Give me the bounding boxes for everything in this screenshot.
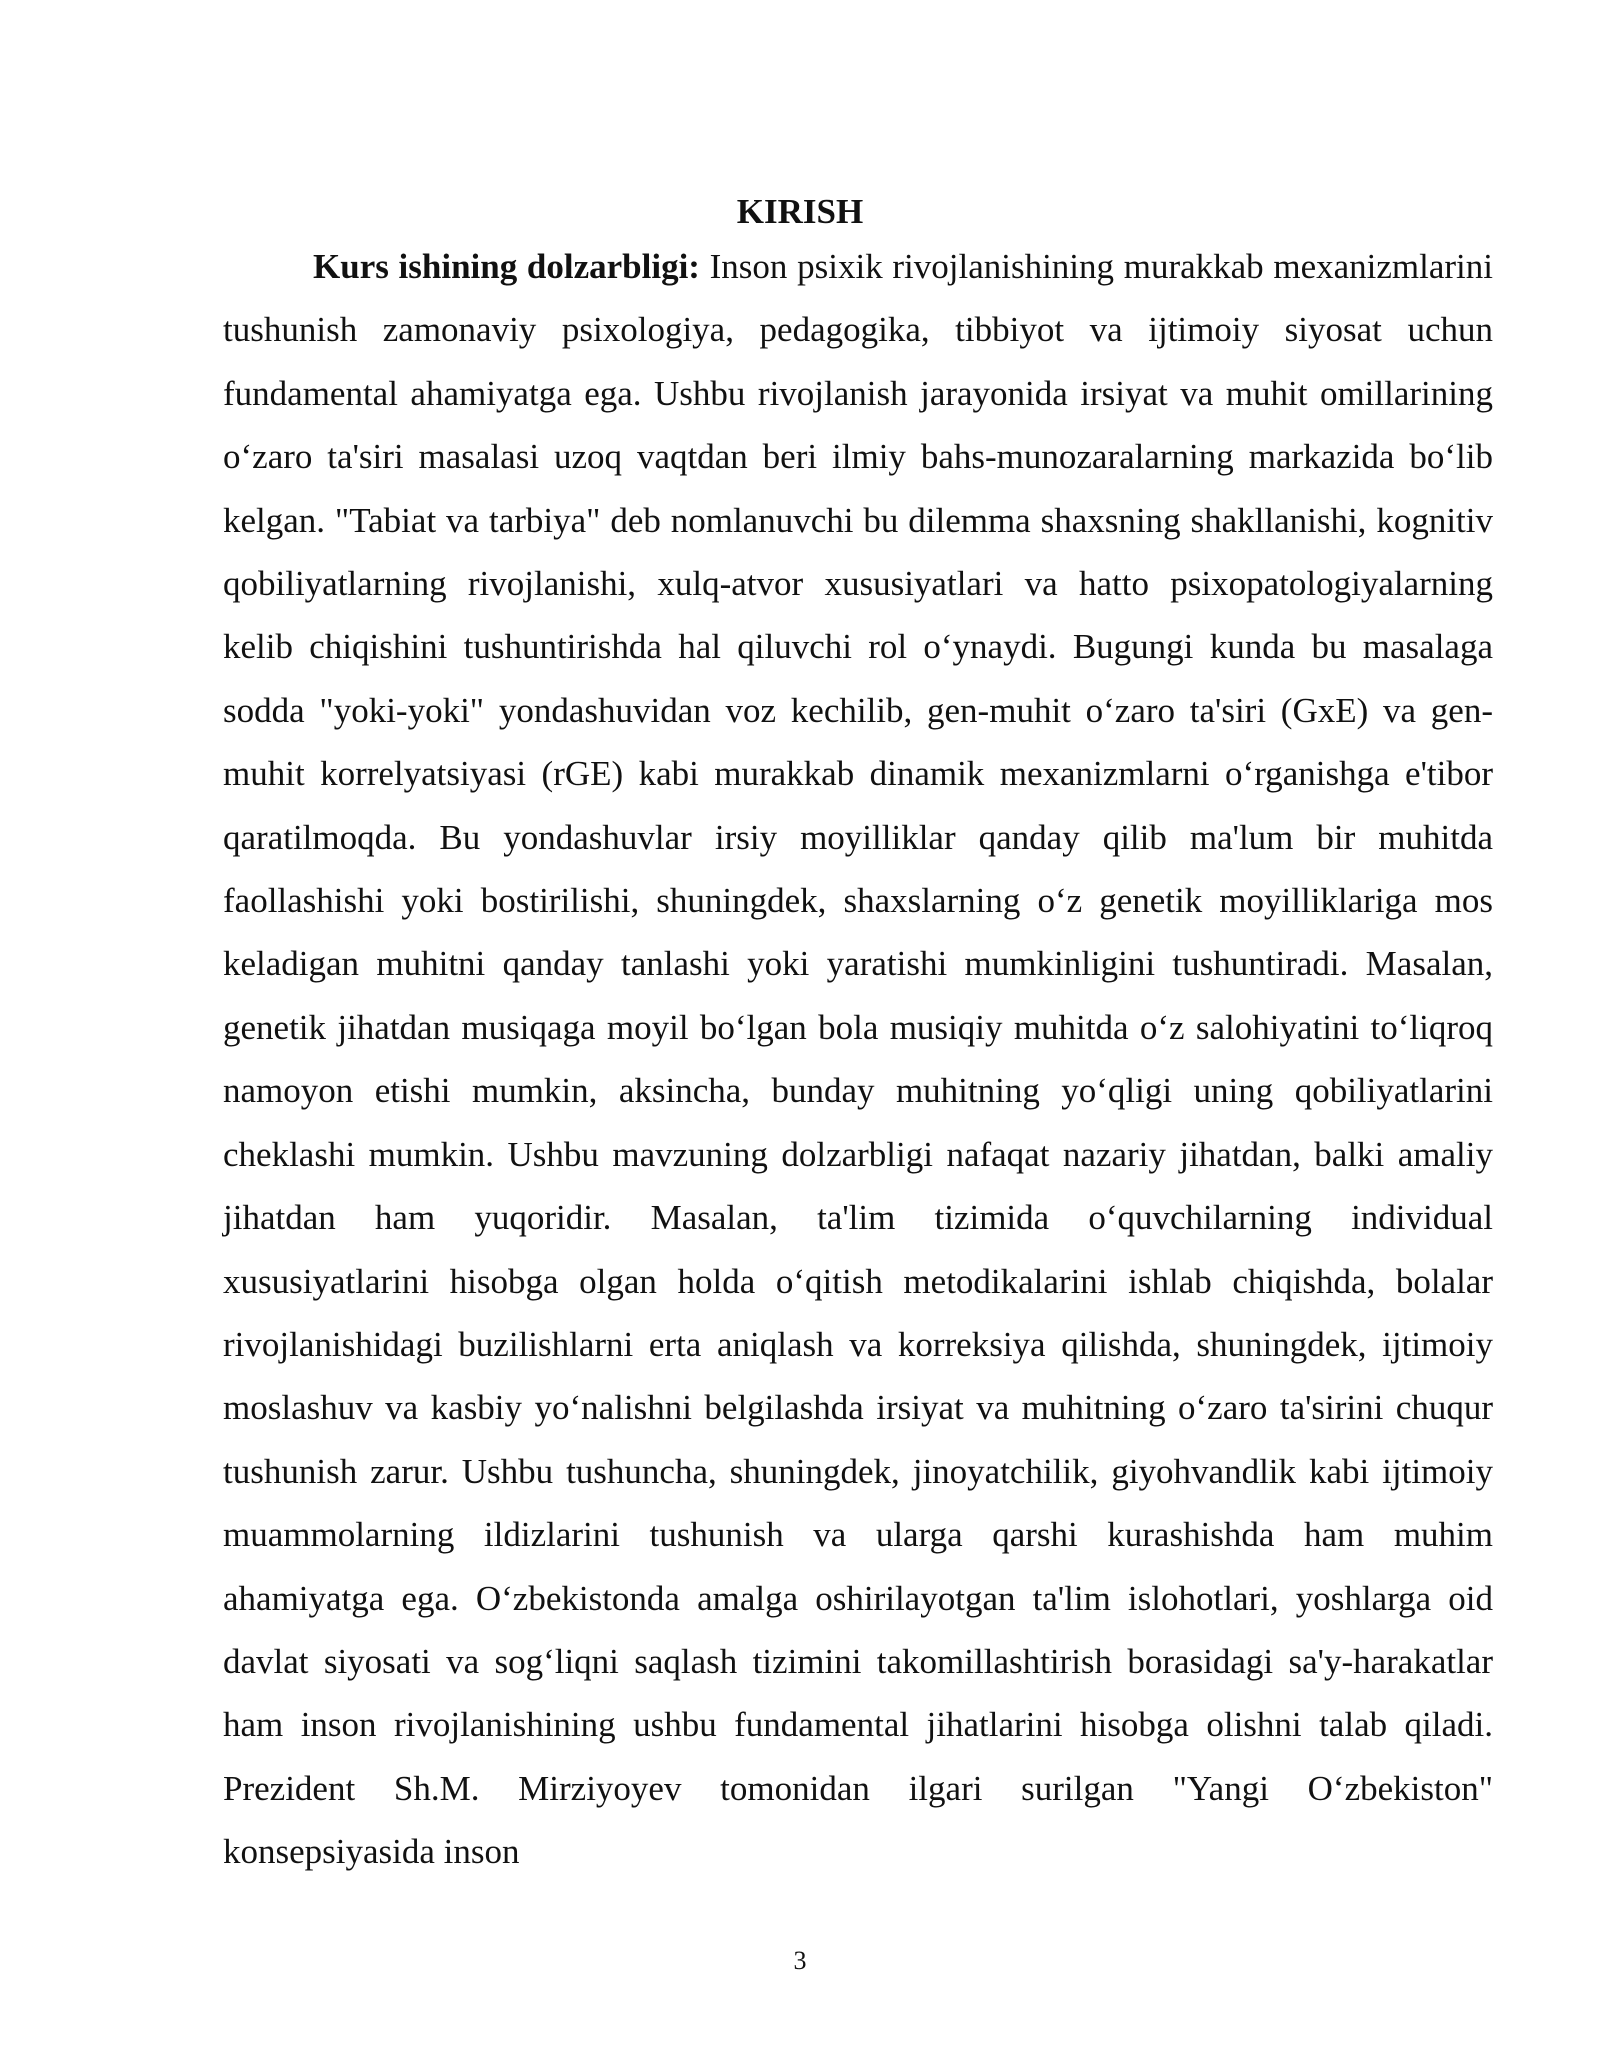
- paragraph-lead: Kurs ishining dolzarbligi:: [313, 247, 700, 286]
- body-paragraph: [223, 235, 1493, 1884]
- paragraph-body: Inson psixik rivojlanishining murakkab mexanizmlarini tushunish zamonaviy psixologiya, pedagogika, tibbiyot va ijtimoiy siyosat uchun fundamental ahamiyatga ega. Ushbu rivojlanish jarayonida irsiyat va muhit omillarining o‘zaro ta'siri masalasi uzoq vaqtdan beri ilmiy bahs-munozaralarning markazida bo‘lib kelgan. "Tabiat va tarbiya" deb nomlanuvchi bu dilemma shaxsning shakllanishi, kognitiv qobiliyatlarning rivojlanishi, xulq-atvor xususiyatlari va hatto psixopatologiyalarning kelib chiqishini tushuntirishda hal qiluvchi rol o‘ynaydi. Bugungi kunda bu masalaga sodda "yoki-yoki" yondashuvidan voz kechilib, gen-muhit o‘zaro ta'siri (GxE) va gen-muhit korrelyatsiyasi (rGE) kabi murakkab dinamik mexanizmlarni o‘rganishga e'tibor qaratilmoqda. Bu yondashuvlar irsiy moyilliklar qanday qilib ma'lum bir muhitda faollashishi yoki bostirilishi, shuningdek, shaxslarning o‘z genetik moyilliklariga mos keladigan muhitni qanday tanlashi yoki yaratishi mumkinligini tushuntiradi. Masalan, genetik jihatdan musiqaga moyil bo‘lgan bola musiqiy muhitda o‘z salohiyatini to‘liqroq namoyon etishi mumkin, aksincha, bunday muhitning yo‘qligi uning qobiliyatlarini cheklashi mumkin. Ushbu mavzuning dolzarbligi nafaqat nazariy jihatdan, balki amaliy jihatdan ham yuqoridir. Masalan, ta'lim tizimida o‘quvchilarning individual xususiyatlarini hisobga olgan holda o‘qitish metodikalarini ishlab chiqishda, bolalar rivojlanishidagi buzilishlarni erta aniqlash va korreksiya qilishda, shuningdek, ijtimoiy moslashuv va kasbiy yo‘nalishni belgilashda irsiyat va muhitning o‘zaro ta'sirini chuqur tushunish zarur. Ushbu tushuncha, shuningdek, jinoyatchilik, giyohvandlik kabi ijtimoiy muammolarning ildizlarini tushunish va ularga qarshi kurashishda ham muhim ahamiyatga ega. O‘zbekistonda amalga oshirilayotgan ta'lim islohotlari, yoshlarga oid davlat siyosati va sog‘liqni saqlash tizimini takomillashtirish borasidagi sa'y-harakatlar ham inson rivojlanishining ushbu fundamental jihatlarini hisobga olishni talab qiladi. Prezident Sh.M. Mirziyoyev tomonidan ilgari surilgan "Yangi O‘zbekiston" konsepsiyasida inson: [223, 247, 1493, 1872]
- section-heading: KIRISH: [736, 192, 864, 231]
- page-number: 3: [793, 1946, 807, 1975]
